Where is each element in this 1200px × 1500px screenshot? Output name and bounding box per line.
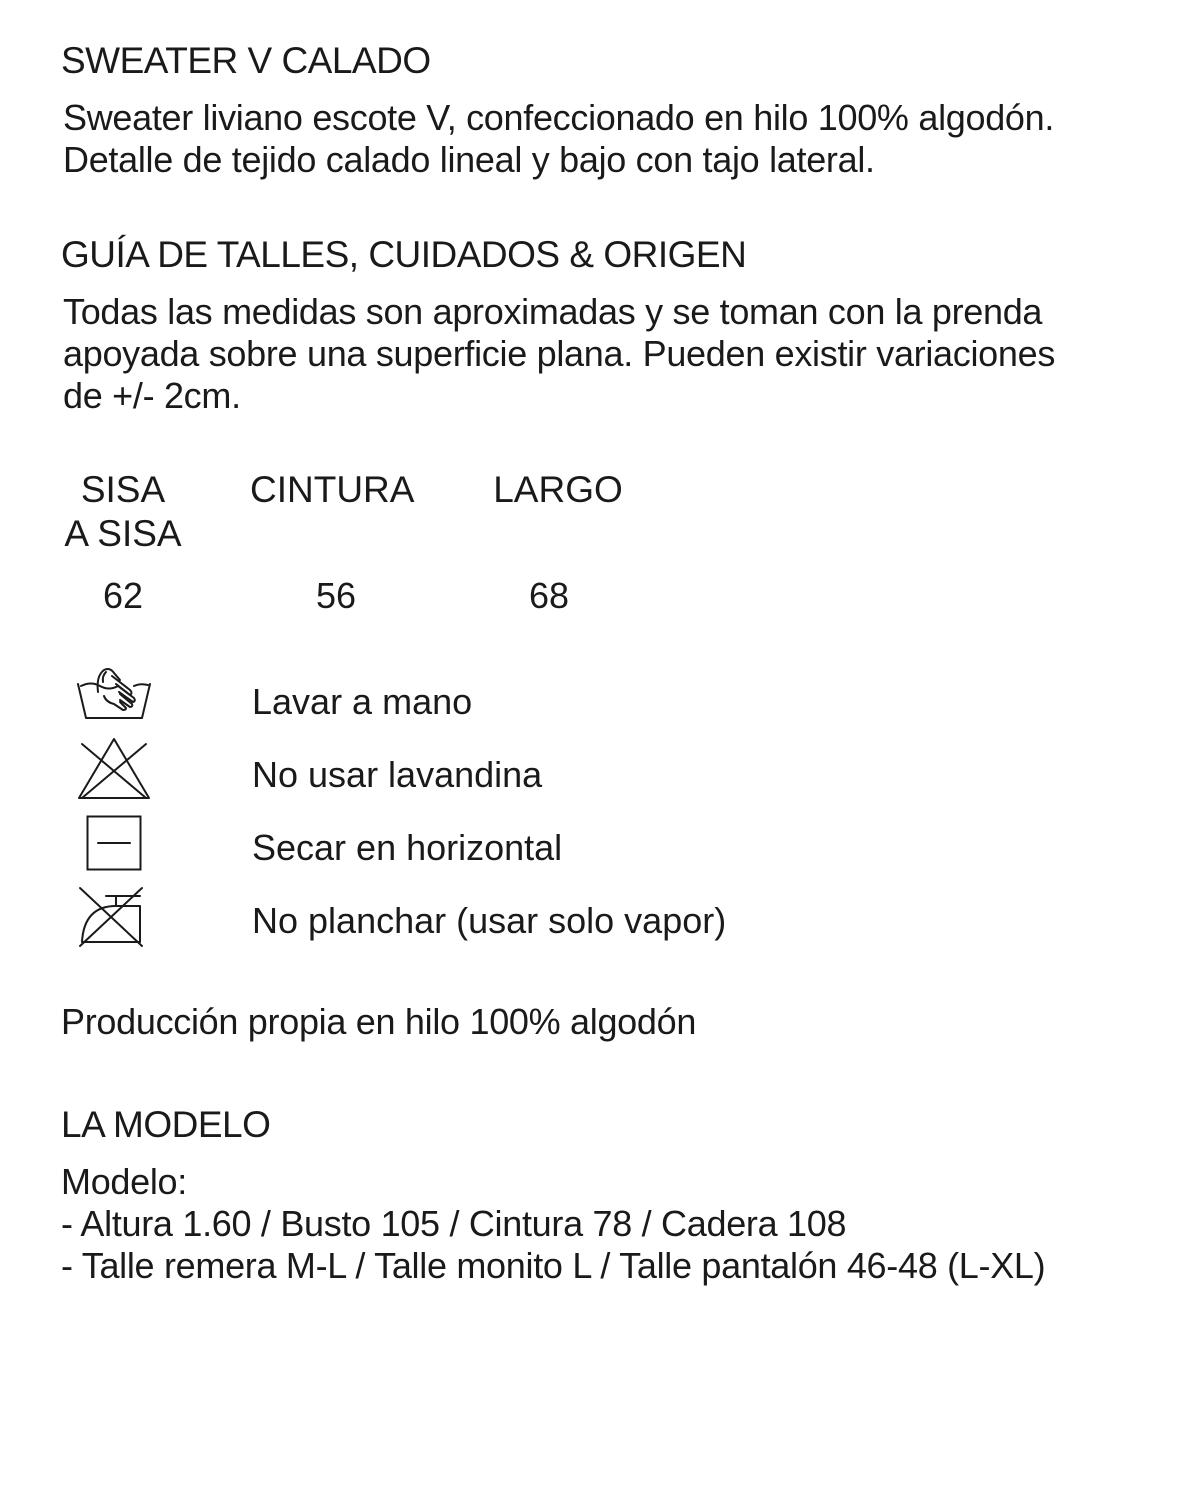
model-line: Modelo:: [61, 1161, 187, 1202]
note-line: Todas las medidas son aproximadas y se toman con la prenda: [63, 291, 1043, 332]
note-line: de +/- 2cm.: [63, 375, 241, 416]
guide-title: GUÍA DE TALLES, CUIDADOS & ORIGEN: [61, 234, 747, 275]
note-line: apoyada sobre una superficie plana. Pueden existir variaciones: [63, 333, 1056, 374]
measure-label-cintura: CINTURA: [250, 469, 415, 510]
guide-note: [63, 291, 1055, 417]
model-line: - Altura 1.60 / Busto 105 / Cintura 78 / Cadera 108: [61, 1203, 847, 1244]
description-line: Sweater liviano escote V, confeccionado en hilo 100% algodón.: [63, 97, 1055, 138]
measure-value-largo: 68: [528, 575, 570, 616]
model-line: - Talle remera M-L / Talle monito L / Talle pantalón 46-48 (L-XL): [61, 1245, 1046, 1286]
product-description: [63, 97, 1054, 181]
no-iron-icon: [76, 884, 146, 948]
measure-label-sisa: SISA A SISA: [64, 469, 182, 554]
description-line: Detalle de tejido calado lineal y bajo con tajo lateral.: [63, 139, 875, 180]
care-text-no-bleach: No usar lavandina: [252, 754, 543, 795]
hand-wash-icon: [76, 664, 152, 722]
measure-value-cintura: 56: [315, 575, 357, 616]
dry-flat-icon: [86, 815, 143, 872]
care-text-no-iron: No planchar (usar solo vapor): [252, 900, 727, 941]
measure-label-largo: LARGO: [493, 469, 623, 510]
model-title: LA MODELO: [61, 1104, 271, 1145]
origin-text: Producción propia en hilo 100% algodón: [61, 1001, 697, 1042]
product-title: SWEATER V CALADO: [61, 40, 431, 81]
care-text-dry-flat: Secar en horizontal: [252, 827, 563, 868]
no-bleach-icon: [76, 736, 152, 802]
model-details: [61, 1161, 1045, 1287]
measure-value-sisa: 62: [102, 575, 144, 616]
care-text-hand-wash: Lavar a mano: [252, 681, 473, 722]
